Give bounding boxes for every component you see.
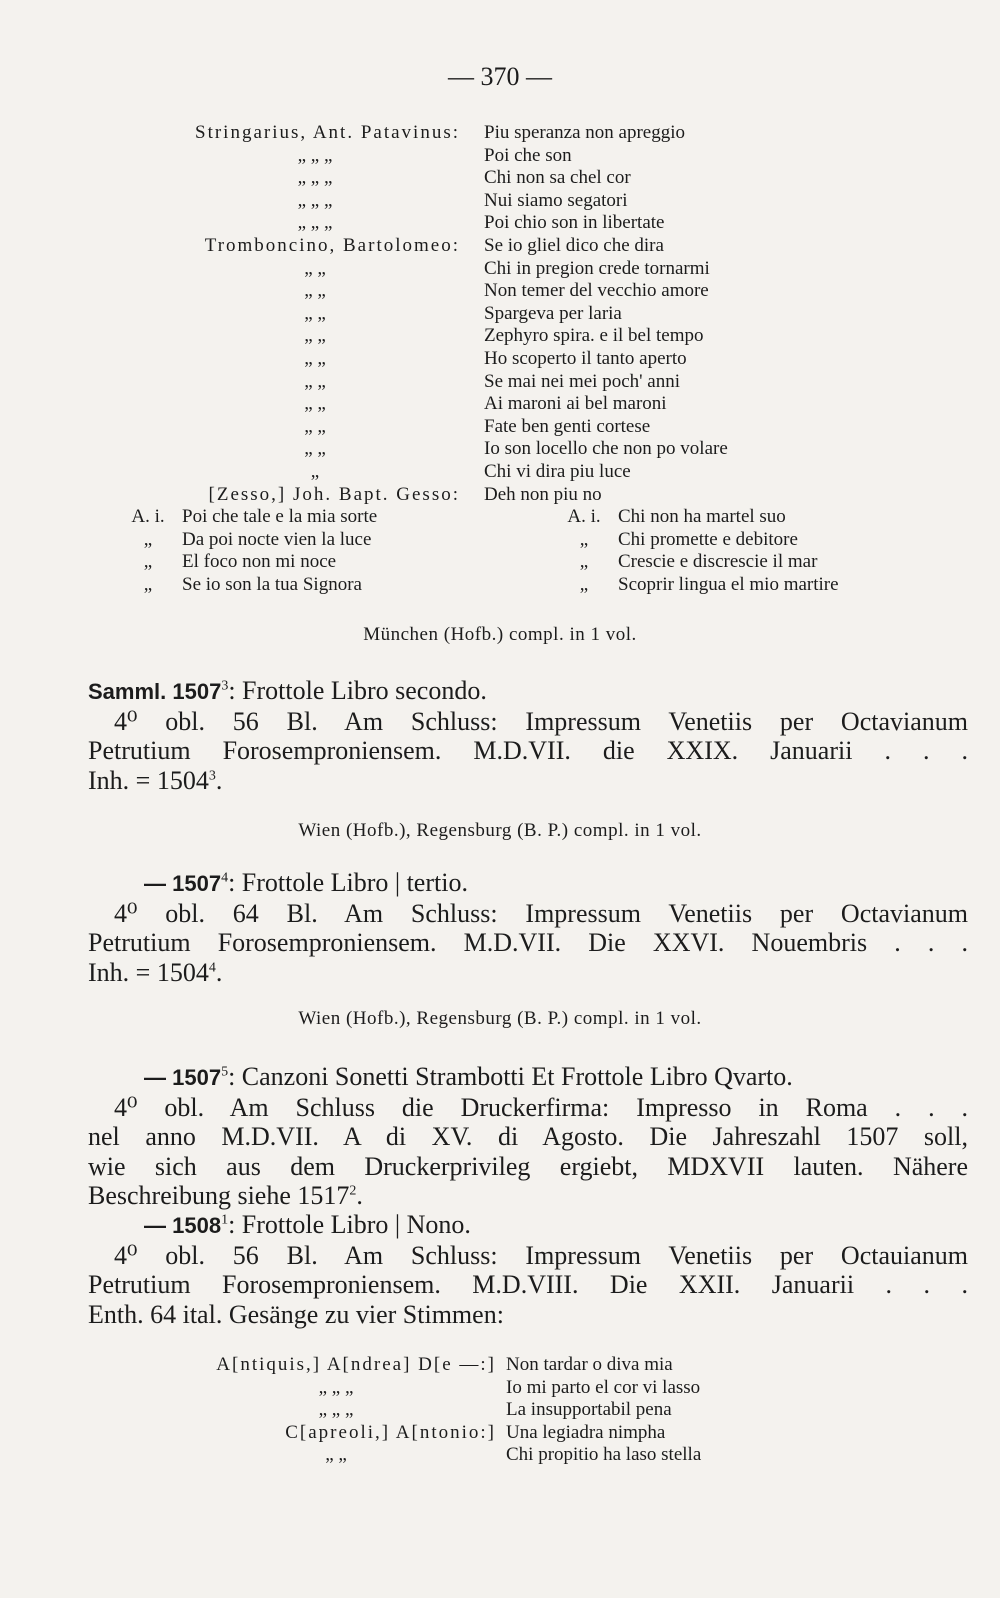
entry-heading: — 1508	[144, 1213, 222, 1238]
composer-name: Tromboncino, Bartolomeo:	[204, 234, 460, 256]
composer-name: „ „	[304, 415, 326, 437]
attribution: A. i.	[567, 506, 601, 527]
entry-title: : Canzoni Sonetti Strambotti Et Frottole Libro Qvarto.	[228, 1062, 793, 1091]
incipit: Se mai nei mei poch' anni	[484, 370, 681, 392]
entry-line: Petrutium Forosemproniensem. M.D.VIII. Die XXII. Januarii . . .	[88, 1270, 968, 1299]
list-item	[176, 1354, 701, 1377]
list-item	[170, 190, 728, 213]
entry-1507-4	[88, 868, 968, 987]
incipit: Piu speranza non apreggio	[484, 122, 686, 143]
page-number: — 370 —	[448, 62, 552, 91]
composer-name: „ „ „	[318, 1376, 354, 1398]
entry-line: wie sich aus dem Druckerprivileg ergiebt, MDXVII lauten. Nähere	[88, 1151, 968, 1181]
composer-name: „ „	[325, 1444, 347, 1466]
incipit: Se io gliel dico che dira	[484, 234, 664, 256]
incipit: Chi in pregion crede tornarmi	[484, 257, 710, 279]
incipit: Non temer del vecchio amore	[484, 280, 709, 302]
entry-heading-sup: 5	[221, 1064, 229, 1080]
entry-line: Inh. = 1504	[88, 957, 209, 987]
entry-line: nel anno M.D.VII. A di XV. di Agosto. Die Jahreszahl 1507 soll,	[88, 1122, 968, 1151]
list-item	[176, 1422, 701, 1445]
composer-name: A[ntiquis,] A[ndrea] D[e —:]	[216, 1354, 496, 1375]
entry-heading: — 1507	[144, 1065, 222, 1090]
list-item	[170, 348, 728, 371]
entry-1508-1	[88, 1210, 968, 1329]
incipit: Chi non sa chel cor	[484, 167, 631, 189]
anonymous-list	[120, 506, 918, 596]
entry-line-end: .	[215, 765, 223, 795]
entry-line-sup: 3	[208, 767, 216, 783]
list-item	[170, 258, 728, 281]
composer-name: „ „ „	[297, 189, 333, 211]
composer-name: „ „ „	[297, 144, 333, 166]
list-item	[170, 325, 728, 348]
entry-line: Inh. = 1504	[88, 765, 209, 795]
incipit: Crescie e discrescie il mar	[618, 551, 818, 573]
incipit: Fate ben genti cortese	[484, 415, 651, 437]
list-item	[176, 1444, 701, 1467]
composer-name: „ „	[304, 370, 326, 392]
entry-line-end: .	[215, 957, 223, 987]
composer-name: „ „	[304, 302, 326, 324]
composer-name: „ „	[304, 393, 326, 415]
entry-heading-sup: 3	[221, 678, 229, 694]
composer-name: „ „	[304, 438, 326, 460]
incipit: Chi vi dira piu luce	[484, 460, 631, 482]
entry-1507-3	[88, 676, 968, 795]
list-item	[170, 371, 728, 394]
incipit: Ho scoperto il tanto aperto	[484, 347, 687, 369]
entry-title: : Frottole Libro | Nono.	[228, 1210, 471, 1239]
entry-line: Petrutium Forosemproniensem. M.D.VII. die XXIX. Januarii . . .	[88, 736, 968, 765]
list-item	[120, 529, 918, 552]
list-item	[170, 145, 728, 168]
list-item	[170, 167, 728, 190]
composer-name: „ „	[304, 325, 326, 347]
composer-name: C[apreoli,] A[ntonio:]	[285, 1421, 496, 1443]
list-item	[170, 280, 728, 303]
composer-name: „ „ „	[297, 167, 333, 189]
list-item	[170, 393, 728, 416]
list-item	[170, 122, 728, 145]
entry-title: : Frottole Libro secondo.	[228, 676, 487, 705]
composer-name: „ „ „	[297, 212, 333, 234]
entry-heading-sup: 4	[221, 870, 229, 886]
list-item	[120, 551, 918, 574]
list-item	[170, 461, 728, 484]
list-item	[170, 303, 728, 326]
entry-heading: — 1507	[144, 871, 222, 896]
entry-title: : Frottole Libro | tertio.	[228, 868, 468, 897]
composer-name: „ „	[304, 347, 326, 369]
incipit: Poi chio son in libertate	[484, 212, 665, 234]
entry-heading: Samml. 1507	[88, 679, 222, 704]
incipit: Una legiadra nimpha	[506, 1421, 666, 1443]
entry-line: 4⁰ obl. Am Schluss die Druckerfirma: Impresso in Roma . . .	[114, 1092, 968, 1122]
composer-list-2	[176, 1354, 701, 1467]
incipit: El foco non mi noce	[182, 551, 337, 573]
incipit: La insupportabil pena	[506, 1399, 672, 1421]
composer-name: [Zesso,] Joh. Bapt. Gesso:	[208, 483, 460, 505]
entry-1507-5	[88, 1062, 968, 1211]
entry-line-end: .	[356, 1181, 363, 1210]
incipit: Zephyro spira. e il bel tempo	[484, 325, 704, 347]
attribution: „	[579, 528, 589, 550]
location-vienna-1: Wien (Hofb.), Regensburg (B. P.) compl. in 1 vol.	[298, 820, 702, 841]
composer-name: „ „	[304, 257, 326, 279]
entry-heading-sup: 1	[221, 1212, 229, 1228]
entry-line-sup: 2	[349, 1183, 357, 1199]
location-vienna-2: Wien (Hofb.), Regensburg (B. P.) compl. in 1 vol.	[298, 1008, 702, 1029]
incipit: Da poi nocte vien la luce	[182, 528, 372, 550]
incipit: Deh non piu no	[484, 483, 602, 505]
incipit: Se io son la tua Signora	[182, 573, 362, 595]
location-munich: München (Hofb.) compl. in 1 vol.	[363, 624, 637, 645]
list-item	[170, 484, 728, 507]
composer-list	[170, 122, 728, 506]
composer-name: Stringarius, Ant. Patavinus:	[195, 122, 460, 143]
list-item	[170, 235, 728, 258]
entry-line: Petrutium Forosemproniensem. M.D.VII. Die XXVI. Nouembris . . .	[88, 928, 968, 957]
list-item	[120, 506, 918, 529]
incipit: Scoprir lingua el mio martire	[618, 573, 839, 595]
composer-name: „	[310, 460, 320, 482]
entry-line: 4⁰ obl. 56 Bl. Am Schluss: Impressum Venetiis per Octauianum	[114, 1240, 968, 1270]
composer-name: „ „ „	[318, 1399, 354, 1421]
incipit: Poi che tale e la mia sorte	[182, 506, 378, 527]
incipit: Non tardar o diva mia	[506, 1354, 673, 1375]
incipit: Nui siamo segatori	[484, 189, 628, 211]
attribution: „	[143, 528, 153, 550]
incipit: Chi promette e debitore	[618, 528, 798, 550]
list-item	[120, 574, 918, 597]
incipit: Chi propitio ha laso stella	[506, 1444, 702, 1466]
entry-line-sup: 4	[208, 959, 216, 975]
list-item	[176, 1399, 701, 1422]
incipit: Chi non ha martel suo	[618, 506, 786, 527]
list-item	[170, 416, 728, 439]
composer-name: „ „	[304, 280, 326, 302]
entry-line: 4⁰ obl. 56 Bl. Am Schluss: Impressum Venetiis per Octavianum	[114, 706, 968, 736]
incipit: Poi che son	[484, 144, 572, 166]
attribution: „	[143, 551, 153, 573]
list-item	[176, 1377, 701, 1400]
list-item	[170, 438, 728, 461]
incipit: Io son locello che non po volare	[484, 438, 728, 460]
attribution: „	[579, 551, 589, 573]
entry-line: 4⁰ obl. 64 Bl. Am Schluss: Impressum Venetiis per Octavianum	[114, 898, 968, 928]
entry-line: Enth. 64 ital. Gesänge zu vier Stimmen:	[88, 1299, 504, 1329]
entry-line: Beschreibung siehe 1517	[88, 1181, 350, 1210]
incipit: Io mi parto el cor vi lasso	[506, 1376, 701, 1398]
incipit: Ai maroni ai bel maroni	[484, 393, 667, 415]
attribution: „	[143, 573, 153, 595]
incipit: Spargeva per laria	[484, 302, 622, 324]
attribution: A. i.	[131, 506, 165, 527]
attribution: „	[579, 573, 589, 595]
list-item	[170, 212, 728, 235]
